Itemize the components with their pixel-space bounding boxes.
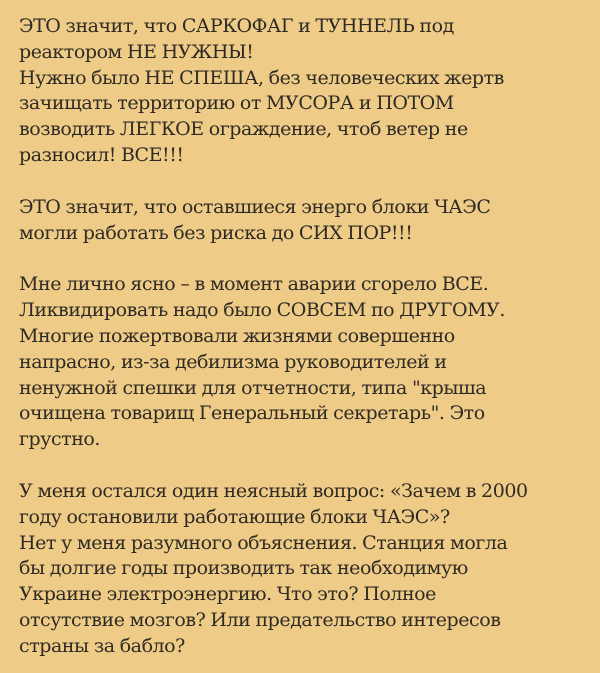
text-line: зачищать территорию от МУСОРА и ПОТОМ [19,92,454,115]
text-line: Нет у меня разумного объяснения. Станция могла [19,531,508,554]
text-line: Ликвидировать надо было СОВСЕМ по ДРУГОМУ. [19,299,505,322]
text-line: возводить ЛЕГКОЕ ограждение, чтоб ветер не [19,118,468,141]
text-line: очищена товарищ Генеральный секретарь". Это [19,402,485,425]
text-line: напрасно, из-за дебилизма руководителей и [19,350,447,373]
text-line: году остановили работающие блоки ЧАЭС»? [19,505,450,528]
paragraph-3 [19,272,586,453]
text-line: Нужно было НЕ СПЕША, без человеческих жертв [19,66,504,89]
text-line: грустно. [19,428,100,451]
text-line: У меня остался один неясный вопрос: «Зачем в 2000 [19,479,528,502]
text-line: Мне лично ясно – в момент аварии сгорело ВСЕ. [19,273,489,296]
text-line: бы долгие годы производить так необходимую [19,557,468,580]
text-line: ЭТО значит, что САРКОФАГ и ТУННЕЛЬ под [19,15,454,37]
paragraph-1 [19,14,586,169]
text-line: могли работать без риска до СИХ ПОР!!! [19,221,413,244]
text-line: Украине электроэнергию. Что это? Полное [19,583,436,606]
paragraph-2 [19,195,586,247]
paragraph-4 [19,479,586,660]
text-line: ненужной спешки для отчетности, типа "крыша [19,376,487,399]
text-line: отсутствие мозгов? Или предательство интересов [19,608,501,631]
text-line: реактором НЕ НУЖНЫ! [19,40,254,63]
text-line: страны за бабло? [19,634,185,657]
text-line: Многие пожертвовали жизнями совершенно [19,324,455,347]
text-line: разносил! ВСЕ!!! [19,143,184,166]
text-line: ЭТО значит, что оставшиеся энерго блоки ЧАЭС [19,195,491,218]
